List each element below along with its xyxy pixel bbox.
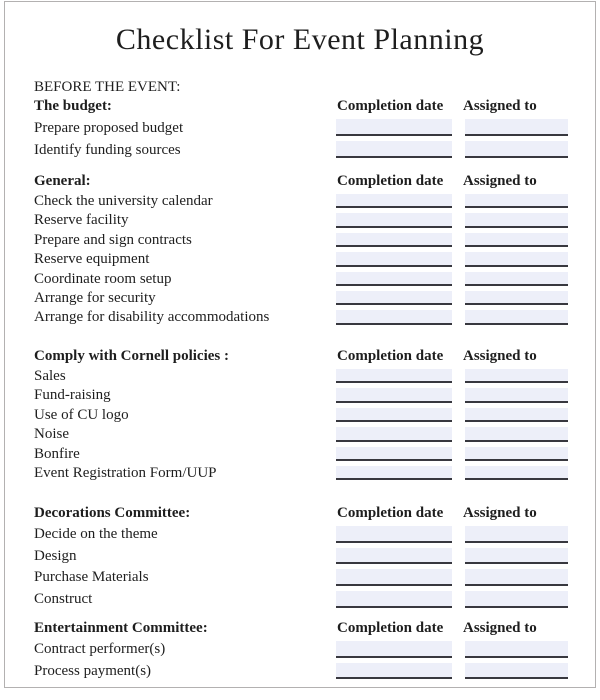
completion-date-field[interactable] xyxy=(336,272,452,286)
assigned-to-field[interactable] xyxy=(465,272,568,286)
checklist-section xyxy=(5,96,595,161)
column-header-completion-date: Completion date xyxy=(337,348,444,364)
assigned-to-field[interactable] xyxy=(465,388,568,402)
checklist-row xyxy=(5,289,595,308)
item-label: Prepare and sign contracts xyxy=(34,231,192,248)
item-label: Fund-raising xyxy=(34,387,111,404)
section-rows xyxy=(5,639,595,682)
completion-date-field[interactable] xyxy=(336,408,452,422)
assigned-to-field[interactable] xyxy=(465,548,568,565)
document-title: Checklist For Event Planning xyxy=(115,23,485,56)
assigned-to-field[interactable] xyxy=(465,447,568,461)
completion-date-field[interactable] xyxy=(336,427,452,441)
completion-date-field[interactable] xyxy=(336,233,452,247)
completion-date-field[interactable] xyxy=(336,591,452,608)
item-label: Design xyxy=(34,547,77,564)
item-label: Prepare proposed budget xyxy=(34,120,184,136)
section-header-row xyxy=(5,618,595,639)
item-label: Noise xyxy=(34,426,69,443)
item-label: Check the university calendar xyxy=(34,193,213,209)
item-label: Sales xyxy=(34,368,66,384)
item-label: Coordinate room setup xyxy=(34,270,172,287)
section-rows xyxy=(5,117,595,161)
section-heading: Entertainment Committee: xyxy=(34,620,208,636)
item-label: Arrange for security xyxy=(34,289,156,306)
assigned-to-field[interactable] xyxy=(465,194,568,208)
section-heading: General: xyxy=(34,173,91,189)
item-label: Bonfire xyxy=(34,445,80,462)
checklist-row xyxy=(5,425,595,444)
checklist-row xyxy=(5,139,595,161)
checklist-row xyxy=(5,270,595,289)
completion-date-field[interactable] xyxy=(336,569,452,586)
item-label: Use of CU logo xyxy=(34,406,129,423)
item-label: Reserve equipment xyxy=(34,251,150,268)
checklist-section xyxy=(5,171,595,328)
assigned-to-field[interactable] xyxy=(465,291,568,305)
column-header-completion-date: Completion date xyxy=(337,620,444,636)
completion-date-field[interactable] xyxy=(336,194,452,208)
completion-date-field[interactable] xyxy=(336,119,452,136)
column-header-assigned-to: Assigned to xyxy=(463,173,537,189)
checklist-page xyxy=(4,1,596,688)
checklist-row xyxy=(5,231,595,250)
assigned-to-field[interactable] xyxy=(465,369,568,383)
section-header-row xyxy=(5,503,595,524)
checklist-row xyxy=(5,211,595,230)
checklist-section xyxy=(5,618,595,682)
assigned-to-field[interactable] xyxy=(465,252,568,266)
completion-date-field[interactable] xyxy=(336,252,452,266)
section-rows xyxy=(5,192,595,328)
column-header-assigned-to: Assigned to xyxy=(463,505,537,521)
completion-date-field[interactable] xyxy=(336,369,452,383)
checklist-section xyxy=(5,346,595,483)
completion-date-field[interactable] xyxy=(336,141,452,158)
checklist-section xyxy=(5,503,595,611)
checklist-row xyxy=(5,192,595,211)
completion-date-field[interactable] xyxy=(336,526,452,543)
checklist-row xyxy=(5,546,595,568)
assigned-to-field[interactable] xyxy=(465,641,568,658)
item-label: Process payment(s) xyxy=(34,662,152,679)
phase-heading: BEFORE THE EVENT: xyxy=(34,79,181,95)
column-header-completion-date: Completion date xyxy=(337,173,444,189)
checklist-row xyxy=(5,250,595,269)
completion-date-field[interactable] xyxy=(336,213,452,227)
column-header-assigned-to: Assigned to xyxy=(463,98,537,114)
checklist-row xyxy=(5,661,595,683)
item-label: Decide on the theme xyxy=(34,526,158,542)
assigned-to-field[interactable] xyxy=(465,526,568,543)
checklist-row xyxy=(5,524,595,546)
item-label: Arrange for disability accommodations xyxy=(34,309,270,326)
item-label: Contract performer(s) xyxy=(34,641,166,657)
completion-date-field[interactable] xyxy=(336,291,452,305)
checklist-row xyxy=(5,464,595,483)
checklist-row xyxy=(5,117,595,139)
completion-date-field[interactable] xyxy=(336,466,452,480)
checklist-row xyxy=(5,367,595,386)
checklist-row xyxy=(5,589,595,611)
checklist-row xyxy=(5,386,595,405)
assigned-to-field[interactable] xyxy=(465,119,568,136)
checklist-row xyxy=(5,639,595,661)
checklist-row xyxy=(5,567,595,589)
assigned-to-field[interactable] xyxy=(465,310,568,324)
item-label: Purchase Materials xyxy=(34,569,149,586)
completion-date-field[interactable] xyxy=(336,310,452,324)
completion-date-field[interactable] xyxy=(336,388,452,402)
completion-date-field[interactable] xyxy=(336,548,452,565)
item-label: Construct xyxy=(34,591,93,608)
column-header-assigned-to: Assigned to xyxy=(463,348,537,364)
section-header-row xyxy=(5,96,595,117)
assigned-to-field[interactable] xyxy=(465,408,568,422)
assigned-to-field[interactable] xyxy=(465,141,568,158)
checklist-row xyxy=(5,445,595,464)
section-rows xyxy=(5,524,595,611)
assigned-to-field[interactable] xyxy=(465,663,568,680)
item-label: Identify funding sources xyxy=(34,142,181,158)
completion-date-field[interactable] xyxy=(336,663,452,680)
assigned-to-field[interactable] xyxy=(465,466,568,480)
assigned-to-field[interactable] xyxy=(465,591,568,608)
completion-date-field[interactable] xyxy=(336,447,452,461)
section-header-row xyxy=(5,346,595,367)
assigned-to-field[interactable] xyxy=(465,213,568,227)
assigned-to-field[interactable] xyxy=(465,427,568,441)
section-heading: The budget: xyxy=(34,98,112,114)
section-header-row xyxy=(5,171,595,192)
completion-date-field[interactable] xyxy=(336,641,452,658)
assigned-to-field[interactable] xyxy=(465,233,568,247)
section-heading: Decorations Committee: xyxy=(34,505,191,521)
item-label: Reserve facility xyxy=(34,212,129,229)
column-header-completion-date: Completion date xyxy=(337,98,444,114)
assigned-to-field[interactable] xyxy=(465,569,568,586)
section-rows xyxy=(5,367,595,483)
section-heading: Comply with Cornell policies : xyxy=(34,348,229,364)
column-header-completion-date: Completion date xyxy=(337,505,444,521)
checklist-row xyxy=(5,406,595,425)
item-label: Event Registration Form/UUP xyxy=(34,464,217,481)
checklist-row xyxy=(5,308,595,327)
column-header-assigned-to: Assigned to xyxy=(463,620,537,636)
